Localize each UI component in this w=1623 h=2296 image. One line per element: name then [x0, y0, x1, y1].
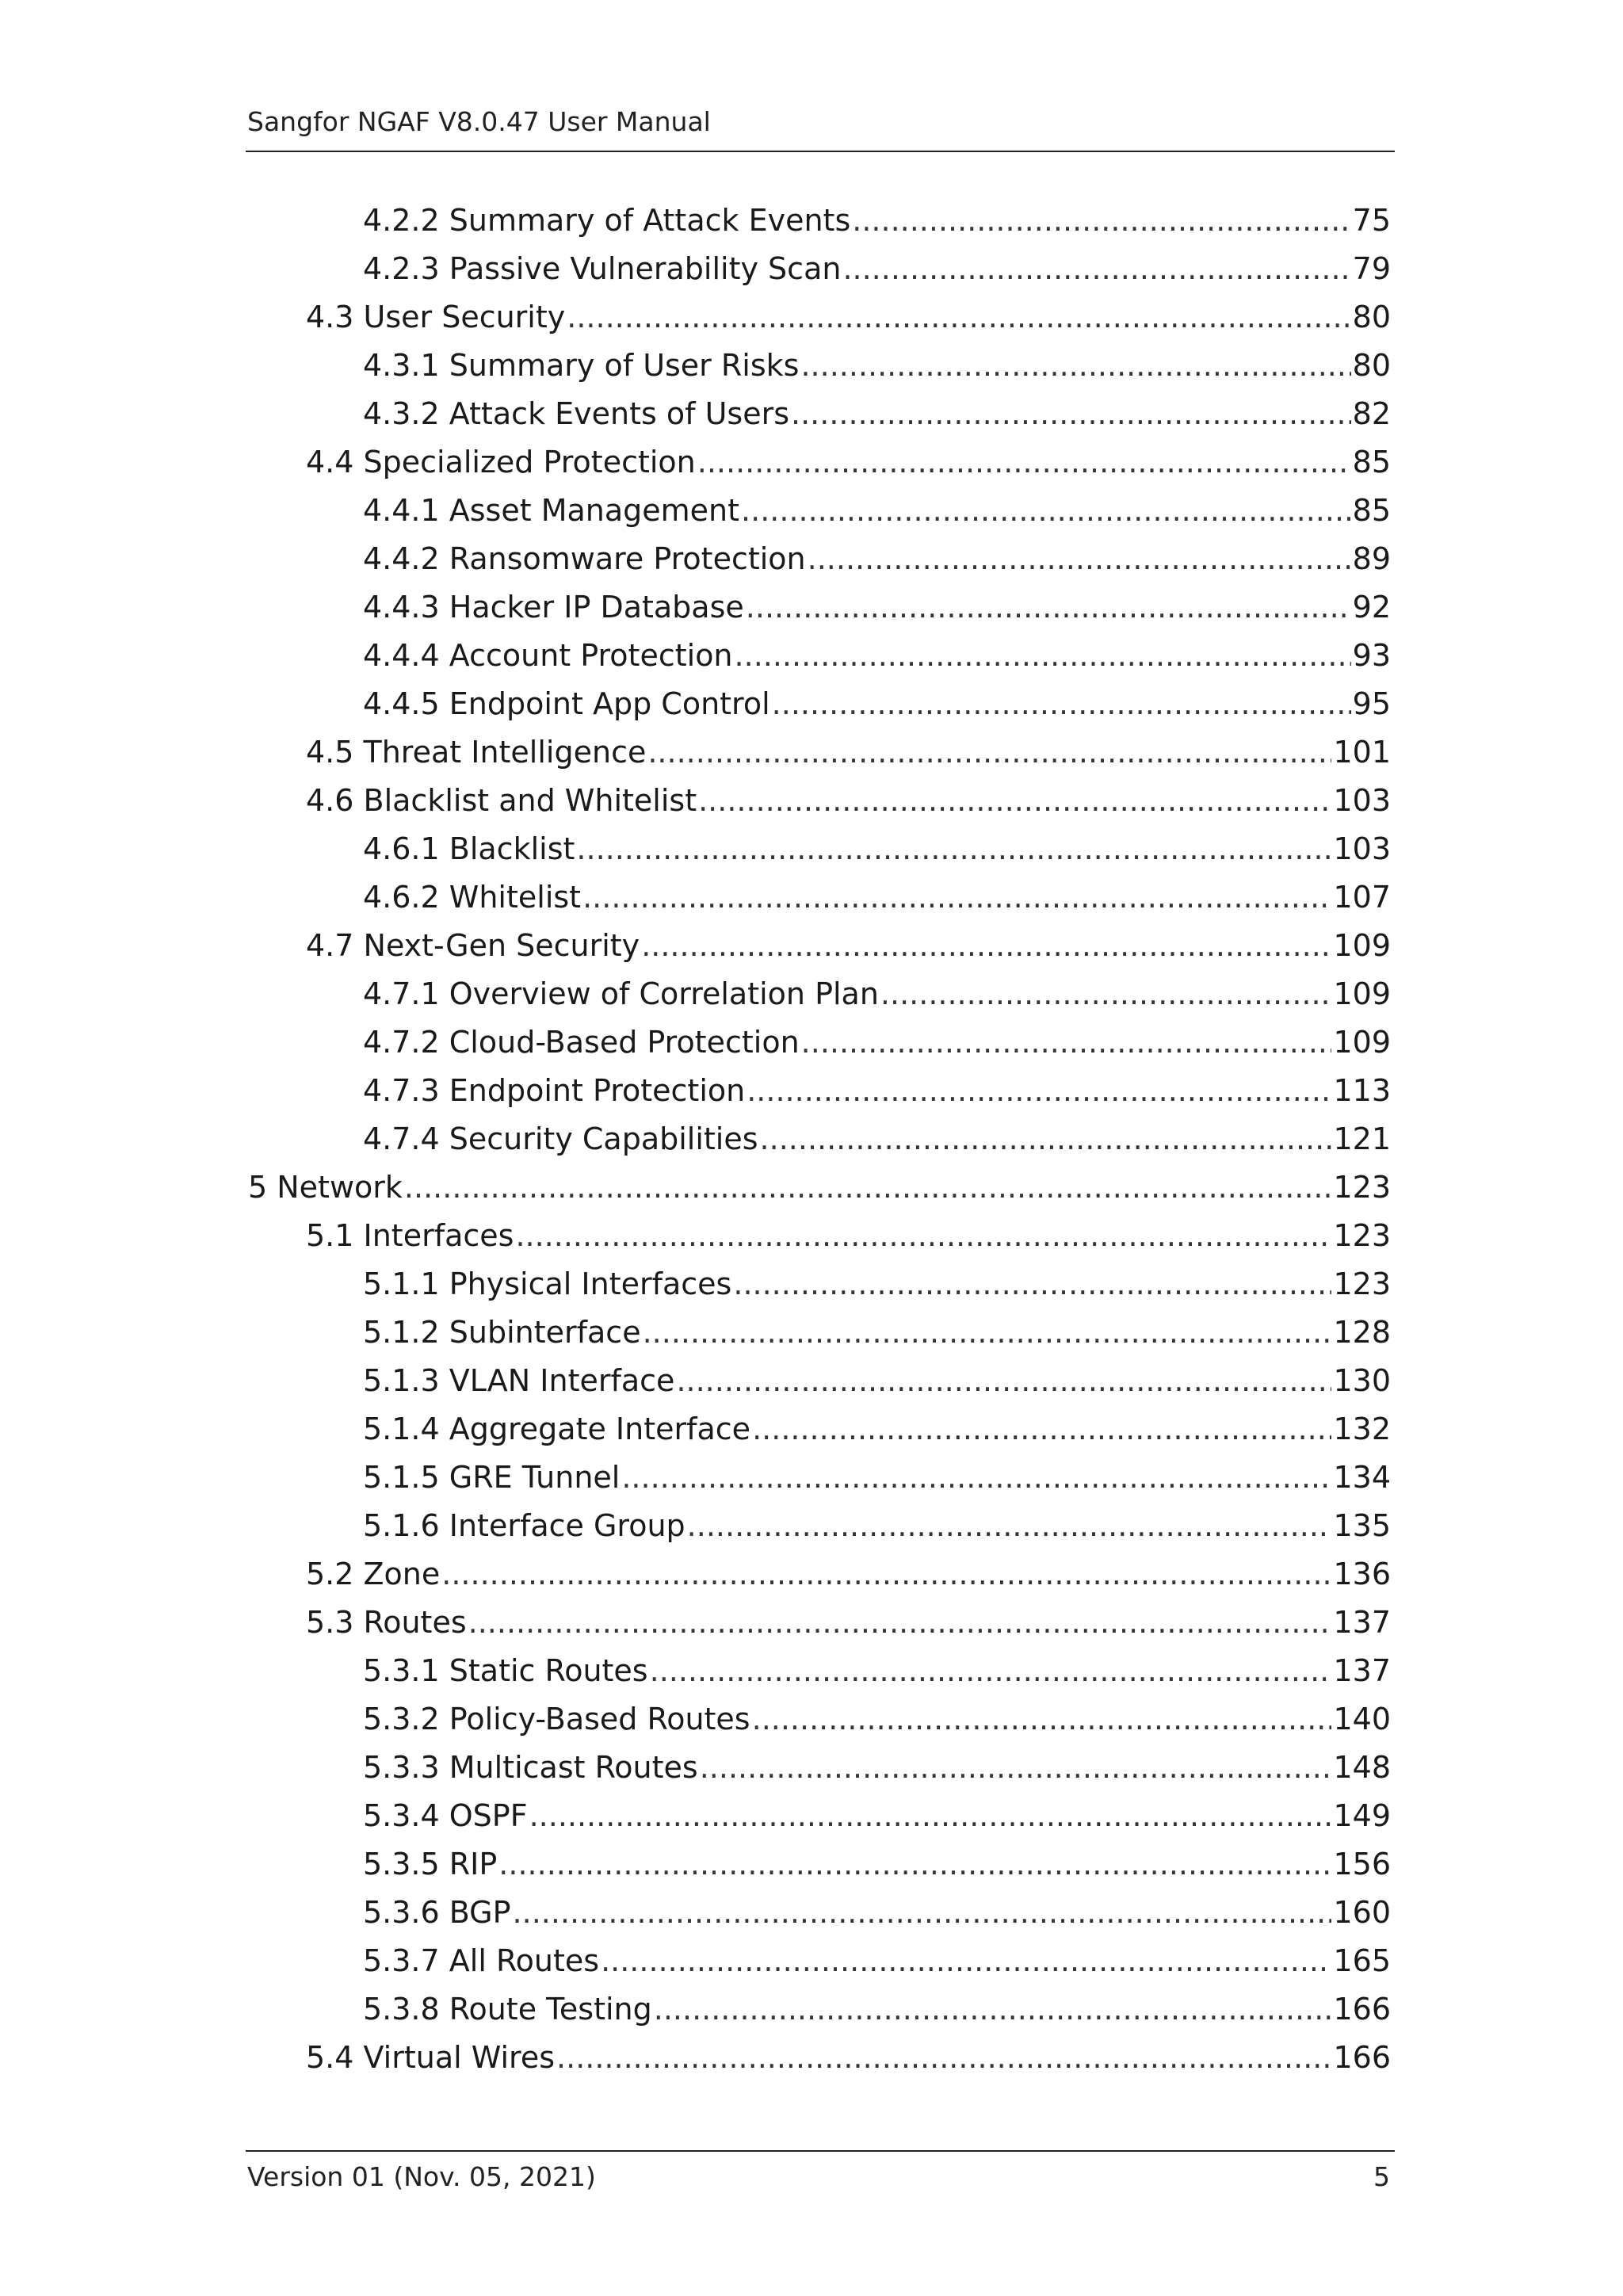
toc-dot-leader: [654, 1985, 1332, 2034]
toc-entry-page-number: 148: [1333, 1750, 1391, 1785]
toc-dot-leader: [515, 1212, 1331, 1260]
toc-entry-title: 4.4.3 Hacker IP Database: [363, 590, 744, 625]
toc-entry-title: 4.3 User Security: [306, 300, 566, 334]
toc-entry-title: 5.1.2 Subinterface: [363, 1315, 641, 1350]
toc-entry[interactable]: [363, 583, 1391, 632]
toc-entry[interactable]: [363, 342, 1391, 390]
toc-entry-page-number: 89: [1352, 541, 1391, 576]
toc-entry-title: 4.7.1 Overview of Correlation Plan: [363, 976, 879, 1011]
toc-entry-page-number: 85: [1352, 445, 1391, 479]
toc-entry-page-number: 166: [1333, 1992, 1391, 2027]
toc-entry[interactable]: [363, 1405, 1391, 1454]
toc-entry[interactable]: [363, 1308, 1391, 1357]
toc-dot-leader: [647, 728, 1331, 777]
toc-dot-leader: [800, 342, 1350, 390]
toc-entry-page-number: 109: [1333, 976, 1391, 1011]
toc-entry-title: 5.3.2 Policy-Based Routes: [363, 1702, 750, 1736]
toc-entry-page-number: 109: [1333, 1025, 1391, 1060]
toc-entry-page-number: 135: [1333, 1508, 1391, 1543]
toc-entry-title: 4.6.2 Whitelist: [363, 880, 582, 915]
toc-entry[interactable]: [363, 1115, 1391, 1163]
toc-dot-leader: [801, 1018, 1332, 1067]
toc-entry[interactable]: [363, 1937, 1391, 1985]
toc-dot-leader: [567, 293, 1350, 342]
toc-entry[interactable]: [363, 487, 1391, 535]
toc-entry[interactable]: [363, 197, 1391, 245]
toc-entry-title: 4.3.1 Summary of User Risks: [363, 348, 800, 383]
toc-entry-page-number: 123: [1333, 1170, 1391, 1205]
toc-entry[interactable]: [363, 1454, 1391, 1502]
toc-entry[interactable]: [363, 1260, 1391, 1308]
toc-entry-title: 4.7.4 Security Capabilities: [363, 1121, 758, 1156]
toc-entry[interactable]: [248, 1163, 1391, 1212]
toc-entry[interactable]: [363, 970, 1391, 1018]
toc-entry-page-number: 160: [1333, 1895, 1391, 1930]
toc-dot-leader: [852, 197, 1350, 245]
page-header: [246, 105, 1395, 152]
toc-entry-page-number: 109: [1333, 928, 1391, 963]
toc-dot-leader: [700, 1744, 1332, 1792]
toc-entry-page-number: 137: [1333, 1653, 1391, 1688]
toc-dot-leader: [746, 583, 1351, 632]
toc-entry-title: 4.4.4 Account Protection: [363, 638, 733, 673]
toc-entry[interactable]: [363, 1067, 1391, 1115]
toc-entry-title: 4.2.2 Summary of Attack Events: [363, 203, 851, 238]
toc-entry[interactable]: [306, 777, 1391, 825]
toc-entry-title: 5.4 Virtual Wires: [306, 2040, 556, 2075]
toc-entry[interactable]: [306, 1599, 1391, 1647]
toc-dot-leader: [842, 245, 1350, 293]
toc-entry-title: 4.4.2 Ransomware Protection: [363, 541, 806, 576]
toc-entry-page-number: 80: [1352, 300, 1391, 334]
toc-entry-page-number: 79: [1352, 251, 1391, 286]
toc-dot-leader: [752, 1695, 1332, 1744]
toc-dot-leader: [735, 632, 1351, 680]
toc-entry-page-number: 107: [1333, 880, 1391, 915]
toc-entry[interactable]: [363, 632, 1391, 680]
toc-entry-page-number: 123: [1333, 1266, 1391, 1301]
toc-entry-title: 4.5 Threat Intelligence: [306, 735, 647, 770]
toc-entry-page-number: 80: [1352, 348, 1391, 383]
toc-entry[interactable]: [363, 873, 1391, 922]
toc-entry-title: 5.1.6 Interface Group: [363, 1508, 685, 1543]
toc-dot-leader: [468, 1599, 1332, 1647]
toc-entry-page-number: 140: [1333, 1702, 1391, 1736]
toc-entry[interactable]: [306, 2034, 1391, 2082]
toc-dot-leader: [752, 1405, 1331, 1454]
toc-entry-page-number: 156: [1333, 1847, 1391, 1881]
toc-entry-title: 5.1 Interfaces: [306, 1218, 514, 1253]
toc-entry-title: 4.6 Blacklist and Whitelist: [306, 783, 697, 818]
toc-dot-leader: [697, 438, 1351, 487]
toc-dot-leader: [601, 1937, 1331, 1985]
toc-entry-page-number: 166: [1333, 2040, 1391, 2075]
toc-entry-title: 4.4.1 Asset Management: [363, 493, 740, 528]
toc-entry[interactable]: [363, 1502, 1391, 1550]
toc-entry-title: 5.3.4 OSPF: [363, 1798, 528, 1833]
toc-entry-page-number: 92: [1352, 590, 1391, 625]
toc-entry-title: 4.7 Next-Gen Security: [306, 928, 640, 963]
toc-dot-leader: [698, 777, 1331, 825]
toc-entry-title: 5.1.1 Physical Interfaces: [363, 1266, 732, 1301]
toc-dot-leader: [650, 1647, 1332, 1695]
toc-entry-page-number: 113: [1333, 1073, 1391, 1108]
toc-entry-title: 4.6.1 Blacklist: [363, 831, 575, 866]
toc-entry-page-number: 123: [1333, 1218, 1391, 1253]
toc-entry-title: 5.3.7 All Routes: [363, 1943, 600, 1978]
toc-dot-leader: [513, 1889, 1332, 1937]
toc-dot-leader: [741, 487, 1351, 535]
toc-entry-page-number: 136: [1333, 1557, 1391, 1591]
toc-dot-leader: [687, 1502, 1332, 1550]
toc-entry[interactable]: [306, 1550, 1391, 1599]
toc-dot-leader: [772, 680, 1351, 728]
toc-entry-page-number: 134: [1333, 1460, 1391, 1495]
toc-entry[interactable]: [363, 1357, 1391, 1405]
toc-entry-page-number: 75: [1352, 203, 1391, 238]
toc-dot-leader: [880, 970, 1332, 1018]
toc-entry-page-number: 82: [1352, 396, 1391, 431]
toc-entry[interactable]: [306, 293, 1391, 342]
toc-entry[interactable]: [363, 1647, 1391, 1695]
toc-entry-title: 4.3.2 Attack Events of Users: [363, 396, 790, 431]
toc-entry[interactable]: [363, 1985, 1391, 2034]
page-number: 5: [1373, 2161, 1390, 2192]
toc-dot-leader: [441, 1550, 1331, 1599]
toc-dot-leader: [621, 1454, 1331, 1502]
toc-dot-leader: [582, 873, 1331, 922]
toc-dot-leader: [760, 1115, 1332, 1163]
toc-entry-title: 4.4.5 Endpoint App Control: [363, 686, 770, 721]
toc-dot-leader: [733, 1260, 1331, 1308]
toc-entry[interactable]: [363, 1695, 1391, 1744]
toc-entry-title: 4.4 Specialized Protection: [306, 445, 696, 479]
toc-dot-leader: [576, 825, 1331, 873]
toc-entry[interactable]: [363, 1840, 1391, 1889]
toc-dot-leader: [529, 1792, 1332, 1840]
toc-entry-title: 5.1.5 GRE Tunnel: [363, 1460, 621, 1495]
toc-entry[interactable]: [363, 825, 1391, 873]
toc-entry-page-number: 165: [1333, 1943, 1391, 1978]
page-footer: [246, 2150, 1395, 2199]
toc-entry-page-number: 93: [1352, 638, 1391, 673]
toc-entry-page-number: 103: [1333, 831, 1391, 866]
toc-dot-leader: [791, 390, 1351, 438]
toc-dot-leader: [498, 1840, 1331, 1889]
toc-entry-title: 4.7.2 Cloud-Based Protection: [363, 1025, 800, 1060]
toc-entry-title: 4.2.3 Passive Vulnerability Scan: [363, 251, 842, 286]
toc-dot-leader: [808, 535, 1351, 583]
toc-entry-page-number: 121: [1333, 1121, 1391, 1156]
toc-entry-page-number: 128: [1333, 1315, 1391, 1350]
toc-entry[interactable]: [363, 390, 1391, 438]
toc-entry[interactable]: [363, 535, 1391, 583]
toc-entry-title: 5.3.8 Route Testing: [363, 1992, 652, 2027]
toc-entry[interactable]: [363, 1018, 1391, 1067]
toc-entry-title: 5 Network: [248, 1170, 403, 1205]
toc-entry-title: 5.3.5 RIP: [363, 1847, 498, 1881]
toc-entry[interactable]: [306, 728, 1391, 777]
toc-entry-title: 5.1.3 VLAN Interface: [363, 1363, 675, 1398]
toc-dot-leader: [404, 1163, 1332, 1212]
toc-entry[interactable]: [363, 1792, 1391, 1840]
toc-entry[interactable]: [306, 1212, 1391, 1260]
toc-entry[interactable]: [363, 680, 1391, 728]
document-title: Sangfor NGAF V8.0.47 User Manual: [247, 106, 711, 137]
toc-entry-page-number: 101: [1333, 735, 1391, 770]
toc-entry-page-number: 149: [1333, 1798, 1391, 1833]
toc-dot-leader: [556, 2034, 1331, 2082]
toc-entry-page-number: 132: [1333, 1412, 1391, 1446]
toc-entry[interactable]: [306, 438, 1391, 487]
toc-entry-title: 5.3.3 Multicast Routes: [363, 1750, 698, 1785]
toc-entry-page-number: 130: [1333, 1363, 1391, 1398]
toc-entry-title: 5.2 Zone: [306, 1557, 441, 1591]
toc-entry-title: 4.7.3 Endpoint Protection: [363, 1073, 746, 1108]
toc-entry[interactable]: [363, 245, 1391, 293]
toc-dot-leader: [676, 1357, 1331, 1405]
toc-entry-title: 5.3.6 BGP: [363, 1895, 511, 1930]
toc-dot-leader: [641, 922, 1331, 970]
document-version: Version 01 (Nov. 05, 2021): [247, 2161, 596, 2192]
toc-dot-leader: [747, 1067, 1331, 1115]
toc-entry-title: 5.3 Routes: [306, 1605, 467, 1640]
toc-entry[interactable]: [363, 1744, 1391, 1792]
toc-entry-title: 5.1.4 Aggregate Interface: [363, 1412, 751, 1446]
toc-entry-page-number: 137: [1333, 1605, 1391, 1640]
toc-entry[interactable]: [306, 922, 1391, 970]
toc-entry-title: 5.3.1 Static Routes: [363, 1653, 648, 1688]
toc-entry-page-number: 103: [1333, 783, 1391, 818]
toc-entry[interactable]: [363, 1889, 1391, 1937]
toc-entry-page-number: 85: [1352, 493, 1391, 528]
toc-dot-leader: [643, 1308, 1332, 1357]
toc-entry-page-number: 95: [1352, 686, 1391, 721]
